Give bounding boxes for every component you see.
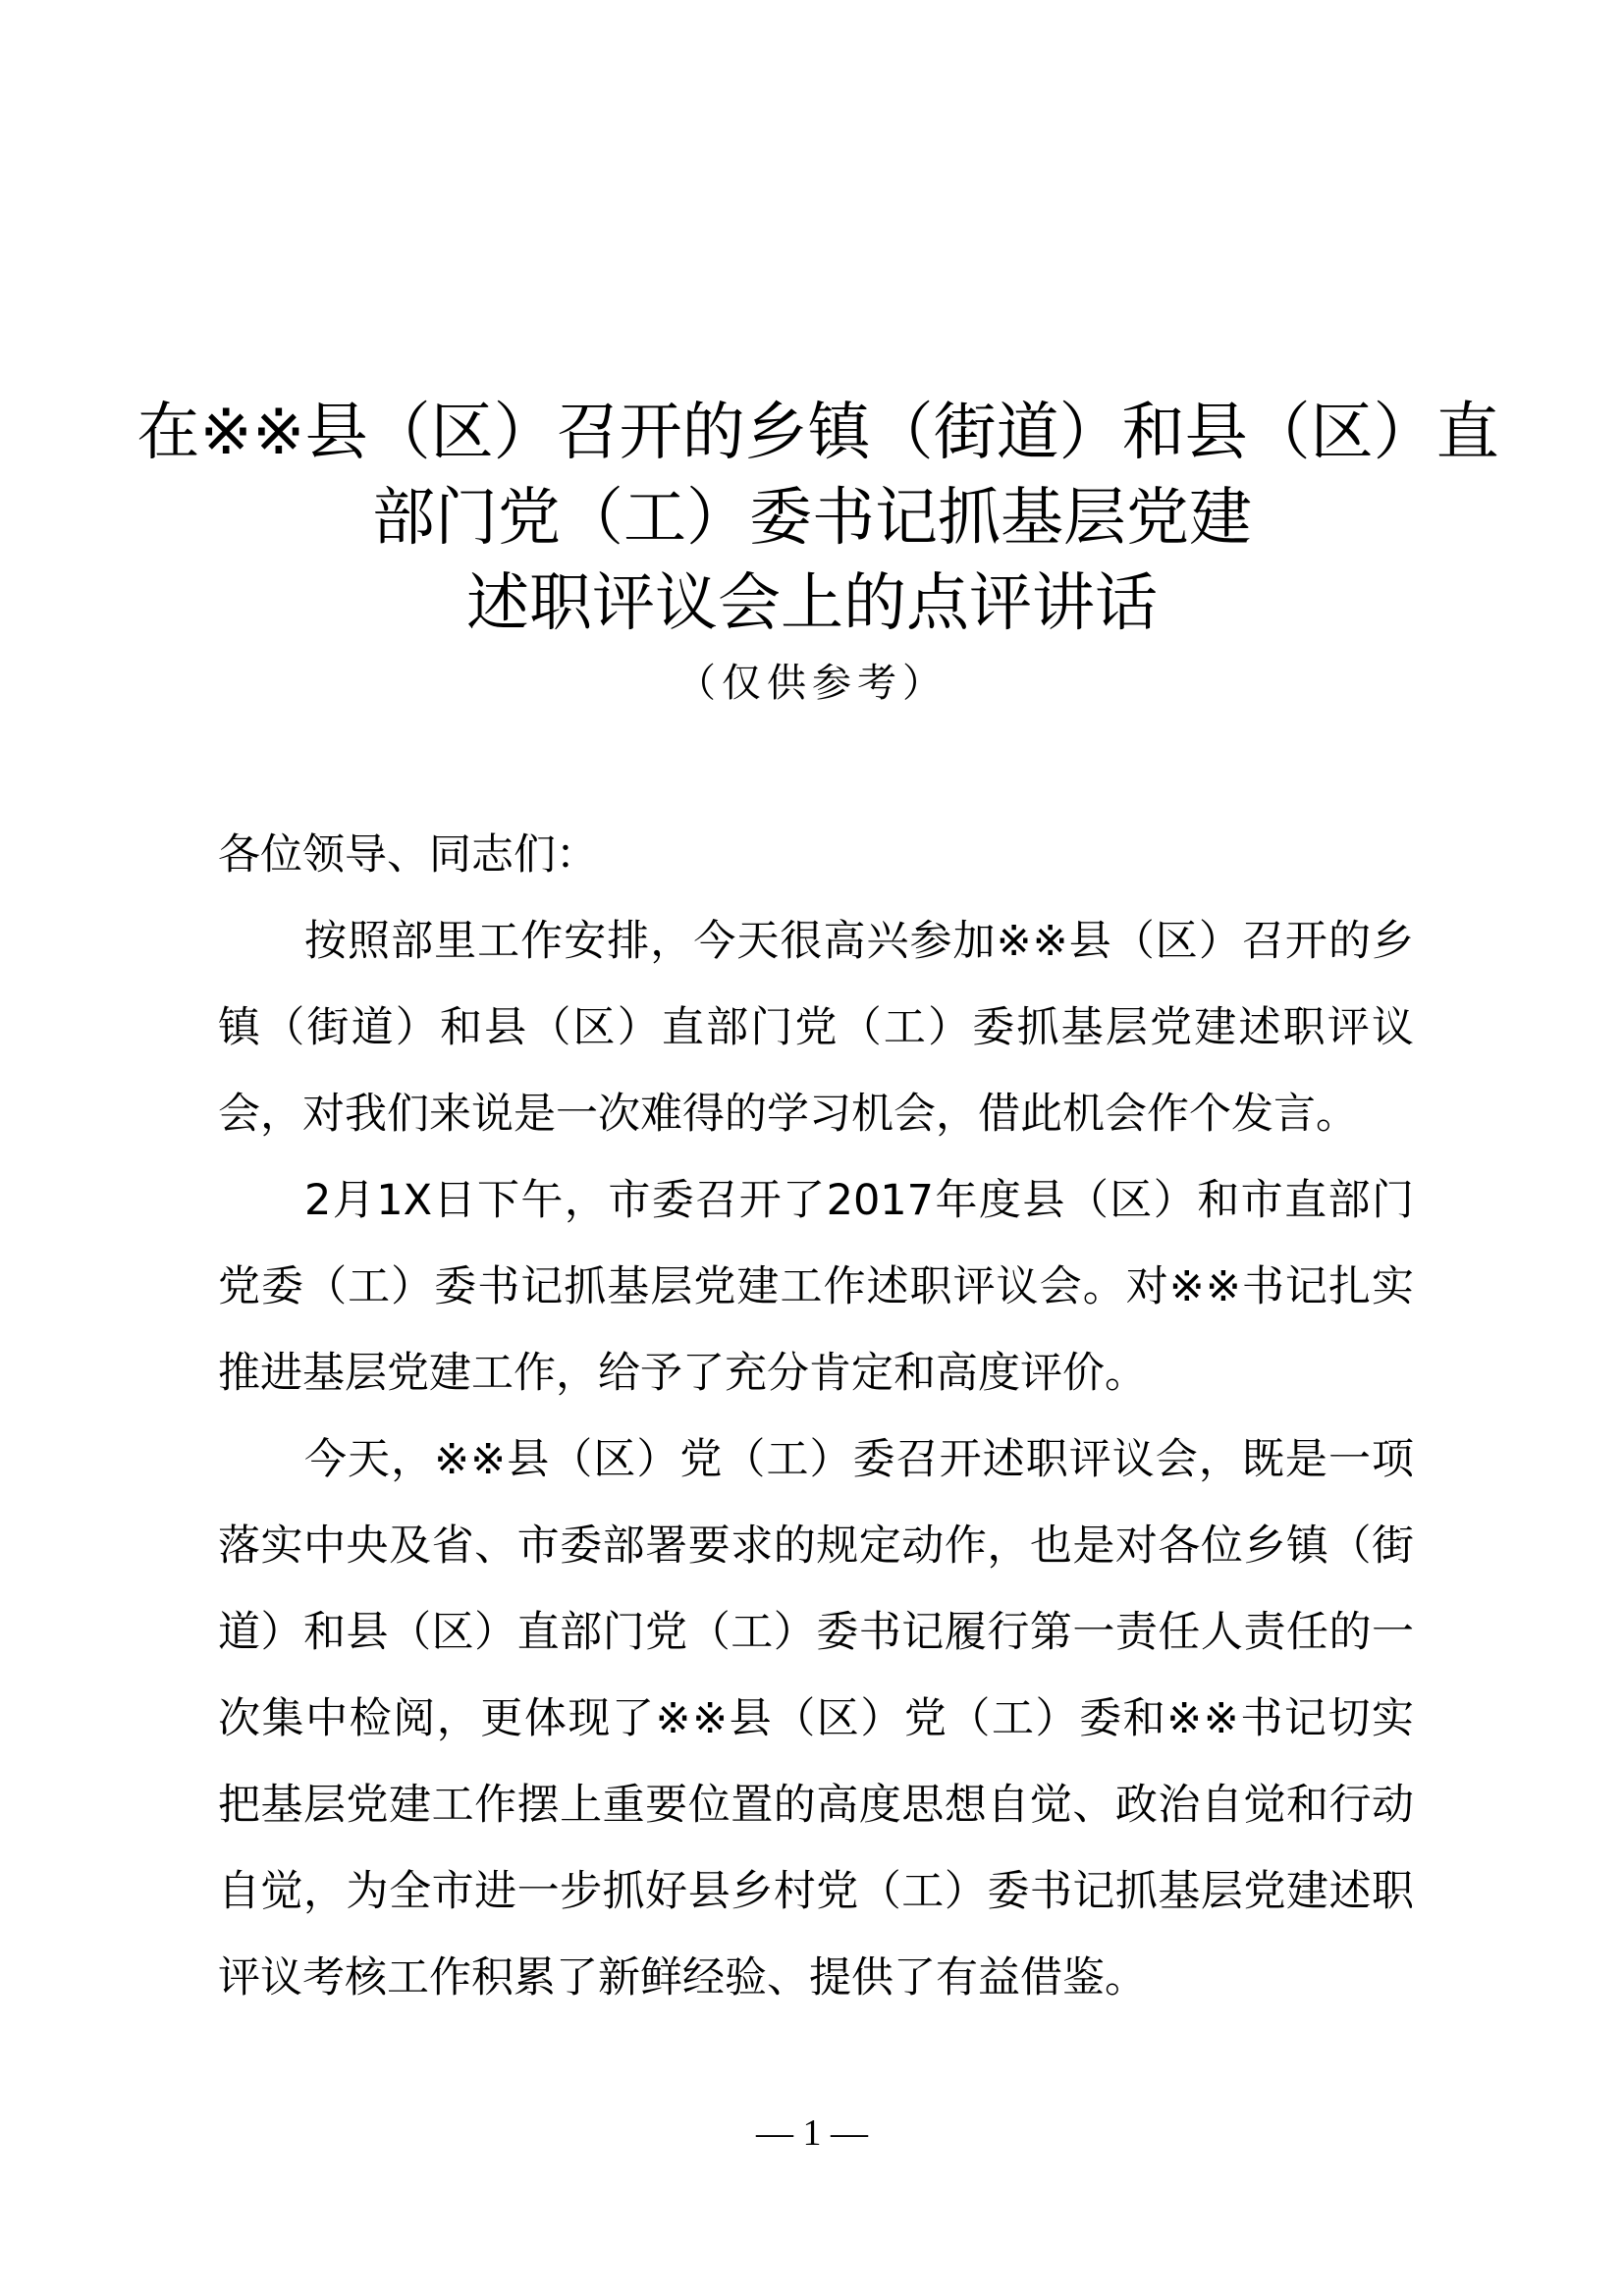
document-title-line-1: 在※※县（区）召开的乡镇（街道）和县（区）直 [136,397,1499,469]
document-title-line-2: 部门党（工）委书记抓基层党建 [372,482,1252,555]
body-paragraph-2: 2月1X日下午，市委召开了2017年度县（区）和市直部门党委（工）委书记抓基层党建工作述职评议会。对※※书记扎实推进基层党建工作，给予了充分肯定和高度评价。 [218,1176,1414,1398]
page-number: — 1 — [756,2112,868,2154]
salutation: 各位领导、同志们： [218,830,598,880]
document-subtitle: （仅供参考） [677,661,947,706]
body-paragraph-1: 按照部里工作安排，今天很高兴参加※※县（区）召开的乡镇（街道）和县（区）直部门党（工）委抓基层党建述职评议会，对我们来说是一次难得的学习机会，借此机会作个发言。 [218,917,1414,1139]
document-title-line-3: 述职评议会上的点评讲话 [466,567,1158,640]
body-paragraph-3: 今天，※※县（区）党（工）委召开述职评议会，既是一项落实中央及省、市委部署要求的规定动作，也是对各位乡镇（街道）和县（区）直部门党（工）委书记履行第一责任人责任的一次集中检阅，更体现了※※县（区）党（工）委和※※书记切实把基层党建工作摆上重要位置的高度思想自觉、政治自觉和行动自觉，为全市进一步抓好县乡村党（工）委书记抓基层党建述职评议考核工作积累了新鲜经验、提供了有益借鉴。 [218,1435,1414,2002]
